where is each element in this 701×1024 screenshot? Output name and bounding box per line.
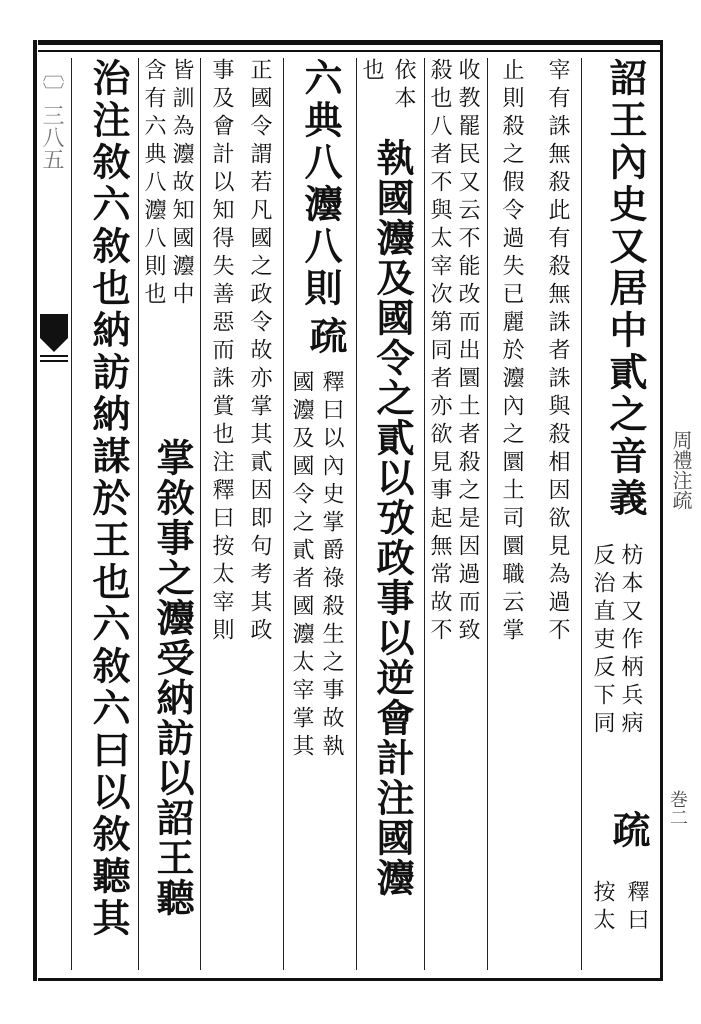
commentary-right: 正國令謂若凡國之政令故亦掌其貳因即句考其政 — [247, 58, 272, 646]
main-text: 掌敘事之灋受納訪以詔王聽 — [150, 438, 195, 918]
column-rule — [487, 58, 488, 970]
commentary-right: 宰有誅無殺此有殺無誅者誅與殺相因欲見為過不 — [545, 58, 570, 646]
text-column-5 — [286, 58, 356, 978]
book-title-note: 周禮注疏 — [669, 430, 693, 510]
column-rule — [356, 58, 357, 970]
commentary-right: 枋本又作柄兵病 — [618, 543, 643, 739]
text-column-7 — [140, 58, 200, 978]
commentary-left-2: 按太 — [590, 880, 615, 936]
fishtail-mark-icon — [38, 312, 70, 364]
commentary-left: 止則殺之假令過失已麗於灋內之圜土司圜職云掌 — [499, 58, 524, 646]
top-border-thick — [38, 40, 661, 45]
commentary-left: 含有六典八灋八則也 — [141, 58, 166, 310]
commentary-left: 殺也八者不與太宰次第同者亦欲見事起無常故不 — [427, 58, 452, 646]
text-column-1 — [585, 58, 657, 978]
shu-marker: 疏 — [606, 810, 651, 852]
commentary-left: 國灋及國令之貳者國灋太宰掌其 — [289, 370, 314, 762]
main-text: 治注敘六敘也納訪納謀於王也六敘六曰以敘聽其 — [86, 58, 131, 940]
text-column-4 — [358, 58, 424, 978]
commentary-right-2: 釋曰 — [624, 880, 649, 936]
column-rule — [283, 58, 284, 970]
text-column-8 — [74, 58, 138, 978]
shu-marker: 疏 — [303, 316, 348, 358]
commentary-right: 依本 — [391, 58, 416, 114]
fold-margin — [37, 52, 71, 978]
text-column-6 — [202, 58, 282, 978]
text-column-3 — [426, 58, 486, 978]
commentary-left: 反治直吏反下同 — [590, 543, 615, 739]
text-column-2 — [490, 58, 580, 978]
folio-number: 巻二 — [667, 790, 688, 826]
column-rule — [138, 58, 139, 970]
main-text: 執國灋及國令之貳以攷政事以逆會計注國灋 — [370, 138, 415, 898]
commentary-right: 皆訓為灋故知國灋中 — [169, 58, 194, 310]
column-rule — [424, 58, 425, 970]
margin-title: 〔〕三八五 — [39, 60, 64, 170]
commentary-right: 釋曰以內史掌爵祿殺生之事故執 — [319, 370, 344, 762]
main-text: 六典八灋八則 — [298, 58, 343, 310]
bottom-border — [38, 978, 661, 981]
column-rule — [200, 58, 201, 970]
right-border — [660, 40, 663, 981]
commentary-left: 也 — [359, 58, 384, 86]
column-rule — [71, 58, 72, 970]
top-border-thin — [38, 50, 661, 52]
commentary-left: 事及會計以知得失善惡而誅賞也注釋曰按太宰則 — [209, 58, 234, 646]
commentary-right: 收教罷民又云不能改而出圜土者殺之是因過而致 — [455, 58, 480, 646]
main-text: 詔王內史又居中貳之音義 — [603, 58, 648, 520]
column-rule — [581, 58, 582, 970]
